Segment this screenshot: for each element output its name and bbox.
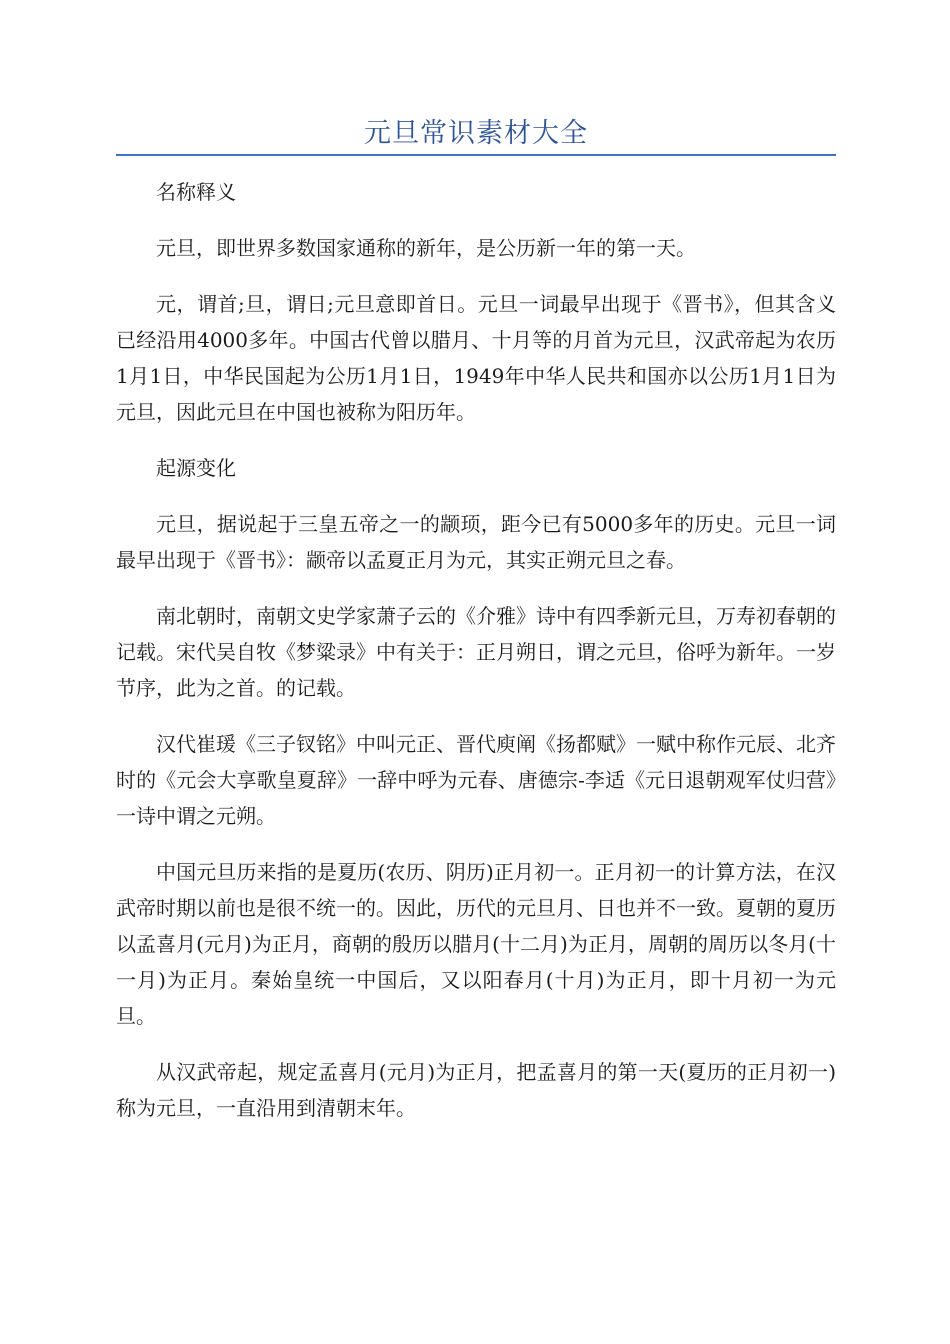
paragraph: 中国元旦历来指的是夏历(农历、阴历)正月初一。正月初一的计算方法，在汉武帝时期以前也是很不统一的。因此，历代的元旦月、日也并不一致。夏朝的夏历以孟喜月(元月)为正月，商朝的殷历以腊月(十二月)为正月，周朝的周历以冬月(十一月)为正月。秦始皇统一中国后，又以阳春月(十月)为正月，即十月初一为元旦。 — [116, 860, 836, 1028]
paragraph: 南北朝时，南朝文史学家萧子云的《介雅》诗中有四季新元旦，万寿初春朝的记载。宋代吴自牧《梦粱录》中有关于：正月朔日，谓之元旦，俗呼为新年。一岁节序，此为之首。的记载。 — [116, 604, 836, 700]
paragraph: 元旦，据说起于三皇五帝之一的颛顼，距今已有5000多年的历史。元旦一词最早出现于《晋书》：颛帝以孟夏正月为元，其实正朔元旦之春。 — [116, 512, 836, 572]
paragraph: 从汉武帝起，规定孟喜月(元月)为正月，把孟喜月的第一天(夏历的正月初一)称为元旦，一直沿用到清朝末年。 — [116, 1060, 836, 1120]
document-title: 元旦常识素材大全 — [364, 118, 588, 149]
paragraph: 汉代崔瑗《三子钗铭》中叫元正、晋代庾阐《扬都赋》一赋中称作元辰、北齐时的《元会大享歌皇夏辞》一辞中呼为元春、唐德宗-李适《元日退朝观军仗归营》一诗中谓之元朔。 — [116, 732, 836, 828]
document-page — [116, 0, 836, 1146]
title-underline — [116, 154, 836, 156]
section-heading: 起源变化 — [156, 456, 236, 480]
paragraph: 元旦，即世界多数国家通称的新年，是公历新一年的第一天。 — [156, 236, 696, 260]
paragraph: 元，谓首;旦，谓日;元旦意即首日。元旦一词最早出现于《晋书》，但其含义已经沿用4000多年。中国古代曾以腊月、十月等的月首为元旦，汉武帝起为农历1月1日，中华民国起为公历1月1日，1949年中华人民共和国亦以公历1月1日为元旦，因此元旦在中国也被称为阳历年。 — [116, 292, 836, 424]
section-heading: 名称释义 — [156, 180, 236, 204]
